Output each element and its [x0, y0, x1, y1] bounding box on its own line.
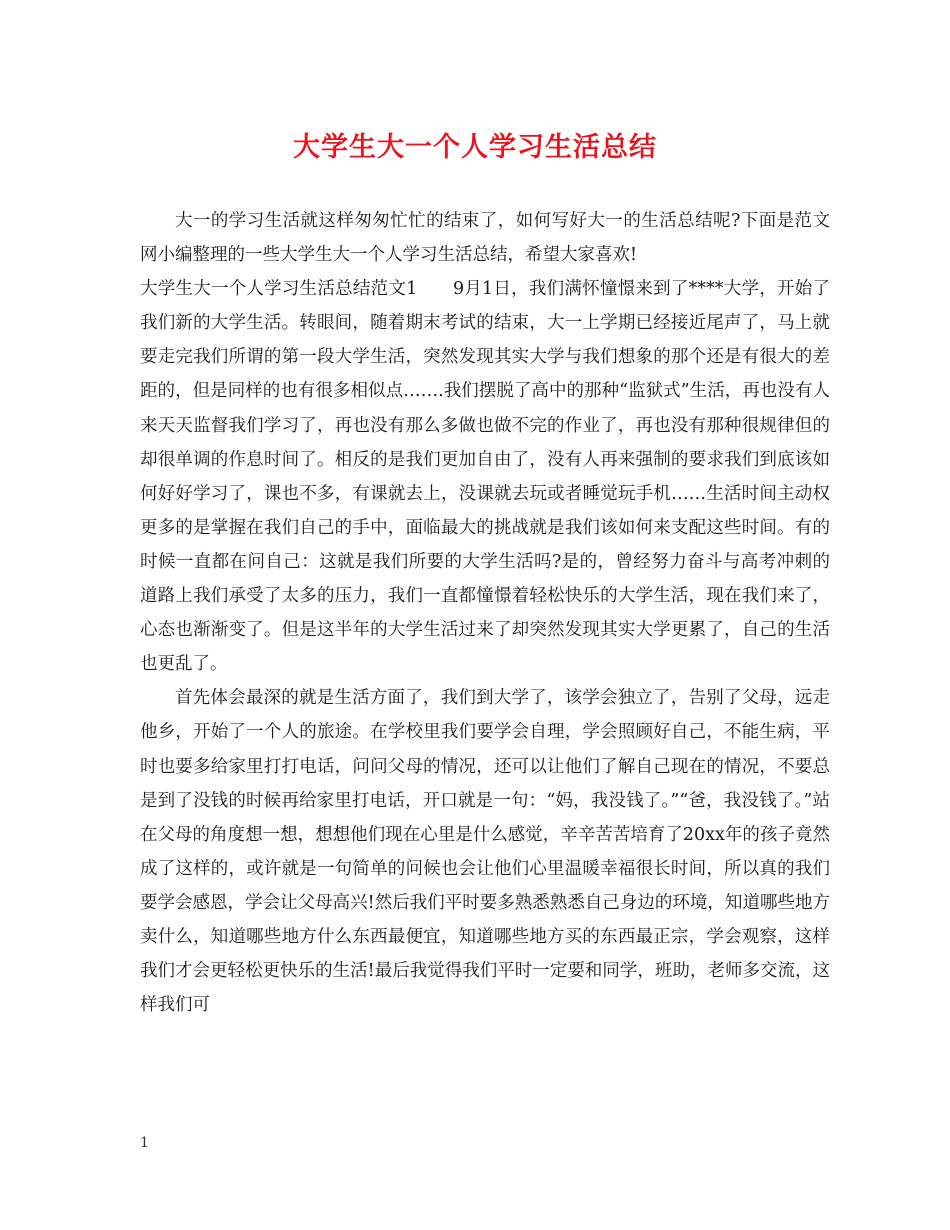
page-number: 1 [140, 1135, 149, 1151]
paragraph-sample-1: 大学生大一个人学习生活总结范文1 9月1日，我们满怀憧憬来到了****大学，开始了我们新的大学生活。转眼间，随着期末考试的结束，大一上学期已经接近尾声了，马上就要走完我们所谓的第一段大学生活，突然发现其实大学与我们想象的那个还是有很大的差距的，但是同样的也有很多相似点…….我们摆脱了高中的那种“监狱式”生活，再也没有人来天天监督我们学习了，再也没有那么多做也做不完的作业了，再也没有那种很规律但的却很单调的作息时间了。相反的是我们更加自由了，没有人再来强制的要求我们到底该如何好好学习了，课也不多，有课就去上，没课就去玩或者睡觉玩手机……生活时间主动权更多的是掌握在我们自己的手中，面临最大的挑战就是我们该如何来支配这些时间。有的时候一直都在问自己：这就是我们所要的大学生活吗?是的，曾经努力奋斗与高考冲刺的道路上我们承受了太多的压力，我们一直都憧憬着轻松快乐的大学生活，现在我们来了，心态也渐渐变了。但是这半年的大学生活过来了却突然发现其实大学更累了，自己的生活也更乱了。 [140, 279, 830, 675]
paragraph-intro: 大一的学习生活就这样匆匆忙忙的结束了，如何写好大一的生活总结呢?下面是范文网小编整理的一些大学生大一个人学习生活总结，希望大家喜欢! [140, 211, 830, 266]
document-title: 大学生大一个人学习生活总结 [293, 132, 657, 163]
document-body [140, 204, 830, 1022]
paragraph-life-experience: 首先体会最深的就是生活方面了，我们到大学了，该学会独立了，告别了父母，远走他乡，开始了一个人的旅途。在学校里我们要学会自理，学会照顾好自己，不能生病，平时也要多给家里打打电话，问问父母的情况，还可以让他们了解自己现在的情况，不要总是到了没钱的时候再给家里打电话，开口就是一句：“妈，我没钱了。”“爸，我没钱了。”站在父母的角度想一想，想想他们现在心里是什么感觉，辛辛苦苦培育了20xx年的孩子竟然成了这样的，或许就是一句简单的问候也会让他们心里温暖幸福很长时间，所以真的我们要学会感恩，学会让父母高兴!然后我们平时要多熟悉熟悉自己身边的环境，知道哪些地方卖什么，知道哪些地方什么东西最便宜，知道哪些地方买的东西最正宗，学会观察，这样我们才会更轻松更快乐的生活!最后我觉得我们平时一定要和同学，班助，老师多交流，这样我们可 [140, 688, 830, 1016]
